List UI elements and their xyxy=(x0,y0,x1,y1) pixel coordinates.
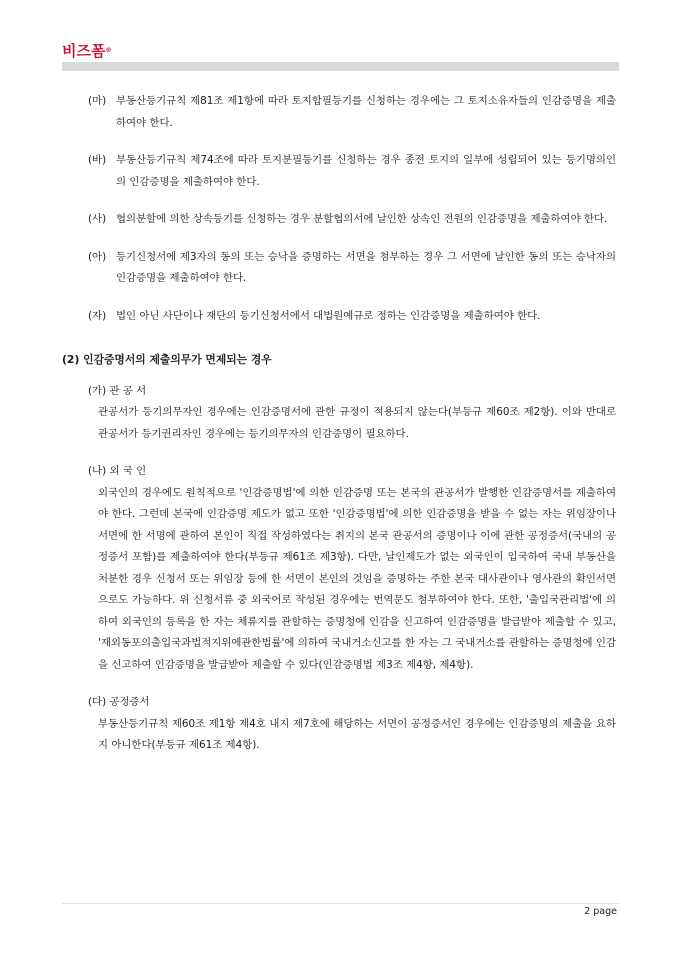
subsection-title: (다) 공정증서 xyxy=(88,696,150,708)
item-marker: (아) xyxy=(88,250,107,263)
item-text: 부동산등기규칙 제74조에 따라 토지분필등기를 신청하는 경우 종전 토지의 일부에 성립되어 있는 등기명의인의 인감증명을 제출하여야 한다. xyxy=(116,154,616,188)
item-marker: (자) xyxy=(88,309,107,322)
item-text: 법인 아닌 사단이나 재단의 등기신청서에서 대법원예규로 정하는 인감증명을 제출하여야 한다. xyxy=(116,309,541,322)
list-item xyxy=(62,150,616,193)
list-item xyxy=(62,209,616,231)
item-text: 등기신청서에 제3자의 동의 또는 승낙을 증명하는 서면을 첨부하는 경우 그 서면에 날인한 동의 또는 승낙자의 인감증명을 제출하여야 한다. xyxy=(116,250,616,284)
subsection-title: (가) 관 공 서 xyxy=(88,384,147,397)
page-number: 2 page xyxy=(584,906,617,917)
item-text: 부동산등기규칙 제81조 제1항에 따라 토지합필등기를 신청하는 경우에는 그 토지소유자들의 인감증명을 제출하여야 한다. xyxy=(116,95,616,129)
item-marker: (바) xyxy=(88,154,107,166)
list-item xyxy=(62,91,616,134)
subsection-body: 외국인의 경우에도 원칙적으로 '인감증명법'에 의한 인감증명 또는 본국의 관공서가 발행한 인감증명서를 제출하여야 한다. 그런데 본국에 인감증명 제도가 없고 또한 '인감증명법'에 의한 인감증명을 받을 수 없는 자는 위임장이나 서면에 한 서명에 관하여 본인이 직접 작성하였다는 취지의 본국 관공서의 증명이나 이에 관한 공정증서(국내의 공정증서 포함)를 제출하여야 한다(부등규 제61조 제3항). 다만, 날인제도가 없는 외국인이 입국하여 국내 부동산을 처분한 경우 신청서 또는 위임장 등에 한 서면이 본인의 것임을 증명하는 주한 본국 대사관이나 영사관의 확인서면으로도 가능하다. 위 신청서류 중 외국어로 작성된 경우에는 번역문도 첨부하여야 한다. 또한, '출입국관리법'에 의하여 외국인의 등록을 한 자는 체류지를 관할하는 증명청에 인감을 신고하여 인감증명을 발급받아 제출할 수 있고, '재외동포의출입국과법적지위에관한법률'에 의하여 국내거소신고를 한 자는 그 국내거소를 관할하는 증명청에 인감을 신고하여 인감증명을 발급받아 제출할 수 있다(인감증명법 제3조 제4항, 제4항). xyxy=(98,486,616,671)
document-body xyxy=(62,91,616,773)
subsection-body: 관공서가 등기의무자인 경우에는 인감증명서에 관한 규정이 적용되지 않는다(부등규 제60조 제2항). 이와 반대로 관공서가 등기권리자인 경우에는 등기의무자의 인감증명이 필요하다. xyxy=(98,406,616,440)
bizform-logo: 비즈폼® xyxy=(62,42,112,60)
item-marker: (사) xyxy=(88,213,107,225)
header-bar xyxy=(62,62,619,71)
list-item xyxy=(62,247,616,290)
subsection-body: 부동산등기규칙 제60조 제1항 제4호 내지 제7호에 해당하는 서면이 공정증서인 경우에는 인감증명의 제출을 요하지 아니한다(부등규 제61조 제4항). xyxy=(98,717,616,751)
item-text: 협의분할에 의한 상속등기를 신청하는 경우 분할협의서에 날인한 상속인 전원의 인감증명을 제출하여야 한다. xyxy=(116,213,608,225)
footer-divider xyxy=(62,903,619,904)
subsection-title: (나) 외 국 인 xyxy=(88,465,147,477)
section-heading: (2) 인감증명서의 제출의무가 면제되는 경우 xyxy=(62,353,272,366)
item-marker: (마) xyxy=(88,95,107,107)
list-item xyxy=(62,306,616,328)
